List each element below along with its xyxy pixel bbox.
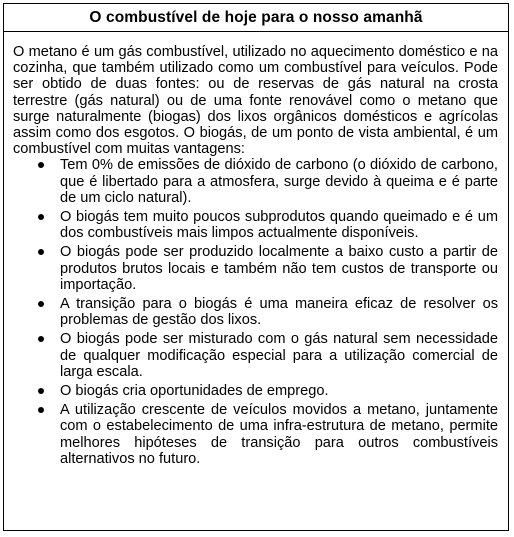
bullet-icon: [38, 214, 44, 220]
list-item-text: O biogás tem muito poucos subprodutos quando queimado e é um dos combustíveis mais limpos actualmente disponíveis.: [60, 209, 498, 242]
advantages-list: [13, 157, 498, 467]
list-item: [60, 157, 498, 206]
list-item: [60, 209, 498, 241]
list-item-text: Tem 0% de emissões de dióxido de carbono (o dióxido de carbono, que é libertado para a atmosfera, surge devido à queima e é parte de um ciclo natural).: [60, 157, 498, 206]
bullet-icon: [38, 388, 44, 394]
intro-paragraph: O metano é um gás combustível, utilizado no aquecimento doméstico e na cozinha, que também utilizado como um combustível para veículos. Pode ser obtido de duas fontes: ou de reservas de gás natural na crosta terrestre (gás natural) ou de uma fonte renovável como o metano que surge naturalmente (biogas) dos lixos orgânicos domésticos e agrícolas assim como dos esgotos. O biogás, de um ponto de vista ambiental, é um combustível com muitas vantagens:: [13, 44, 498, 158]
list-item-text: A transição para o biogás é uma maneira eficaz de resolver os problemas de gestão dos lixos.: [60, 296, 498, 329]
bullet-icon: [38, 301, 44, 307]
list-item: [60, 331, 498, 380]
bullet-icon: [38, 336, 44, 342]
list-item: [60, 402, 498, 467]
bullet-icon: [38, 407, 44, 413]
list-item: [60, 244, 498, 293]
list-item-text: O biogás cria oportunidades de emprego.: [60, 383, 329, 400]
list-item-text: O biogás pode ser misturado com o gás natural sem necessidade de qualquer modificação especial para a utilização comercial de larga escala.: [60, 331, 498, 380]
document-frame: [3, 3, 509, 531]
document-title: O combustível de hoje para o nosso amanhã: [4, 4, 508, 32]
list-item: [60, 383, 498, 399]
list-item: [60, 296, 498, 328]
list-item-text: O biogás pode ser produzido localmente a baixo custo a partir de produtos brutos locais e também não tem custos de transporte ou importação.: [60, 244, 498, 293]
list-item-text: A utilização crescente de veículos movidos a metano, juntamente com o estabelecimento de uma infra-estrutura de metano, permite melhores hipóteses de transição para outros combustíveis alternativos no futuro.: [60, 402, 498, 467]
bullet-icon: [38, 249, 44, 255]
document-body: [4, 32, 508, 467]
bullet-icon: [38, 162, 44, 168]
